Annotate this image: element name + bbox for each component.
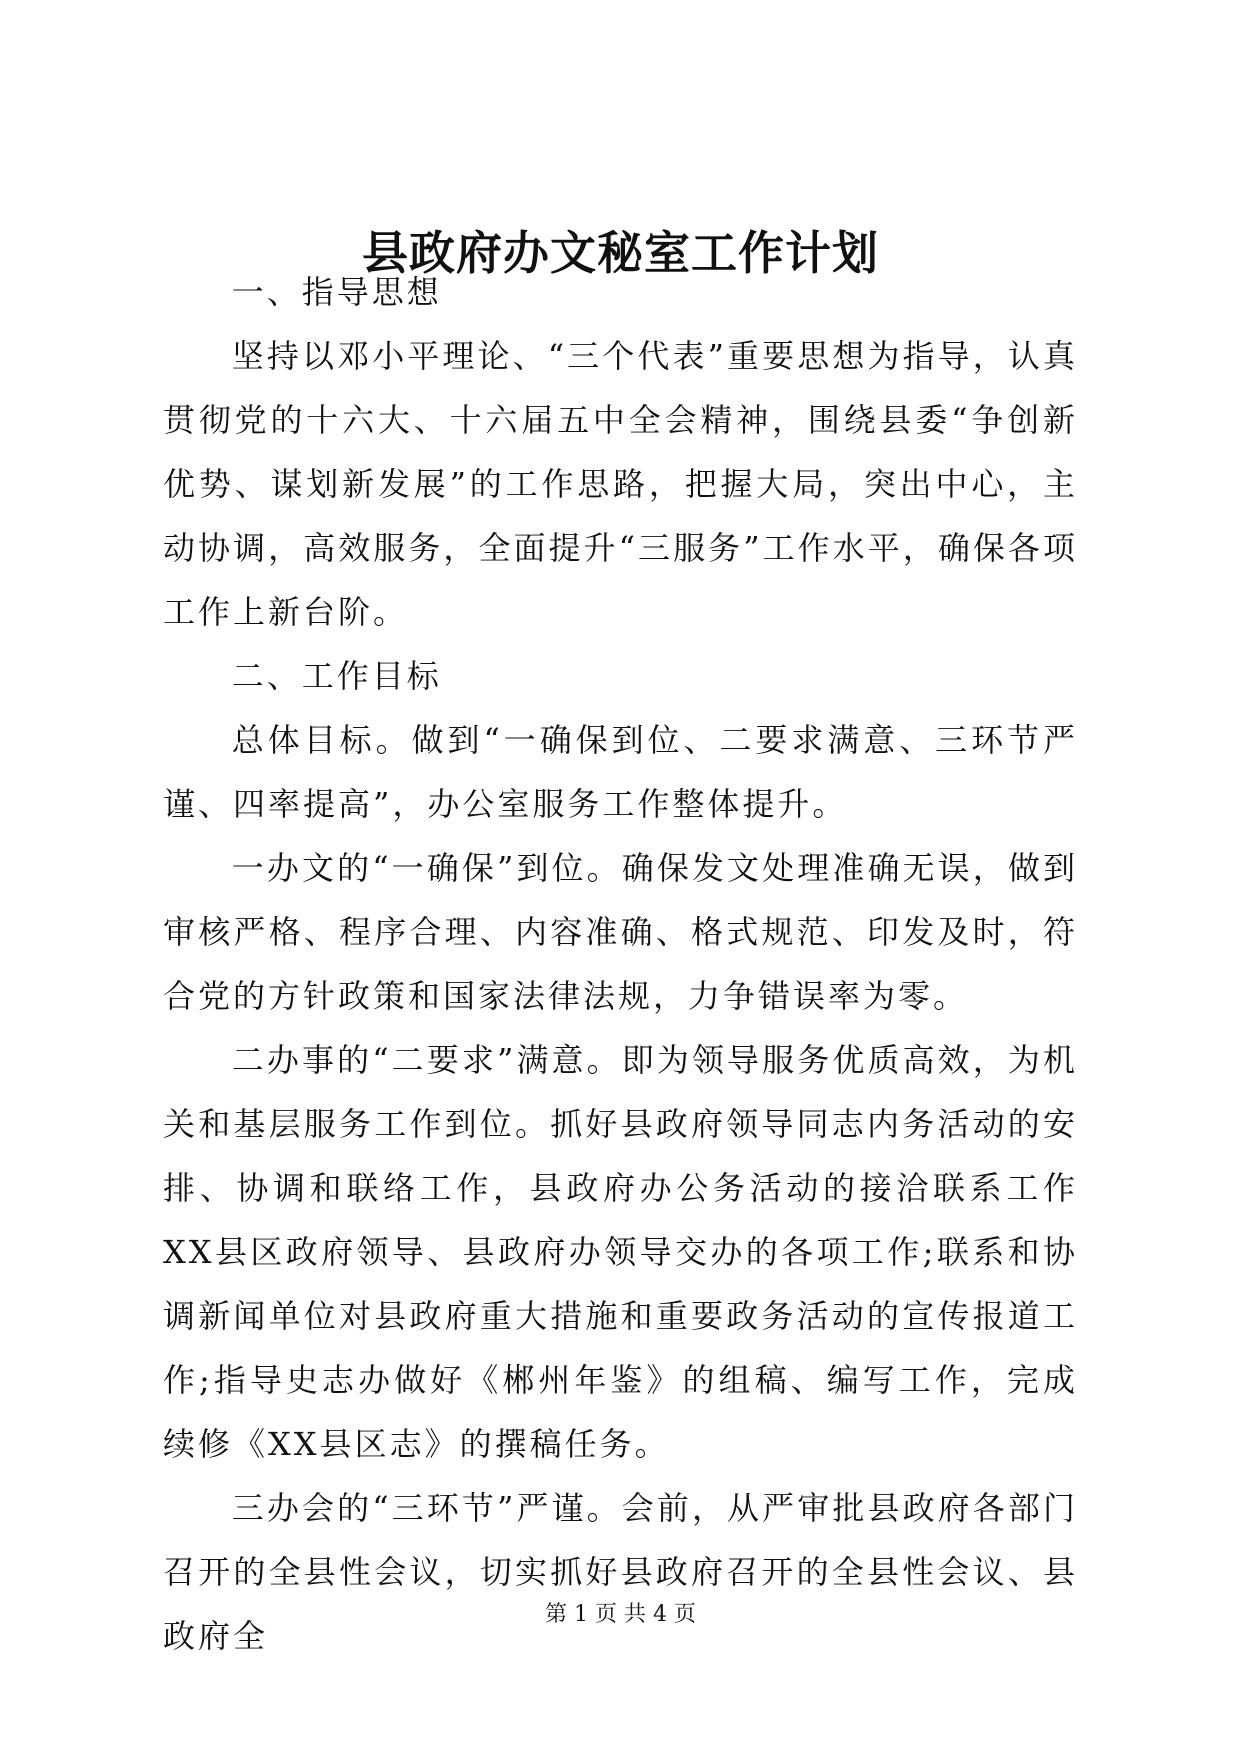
- section-heading-guiding-thought: 一、指导思想: [231, 273, 442, 311]
- paragraph-guiding-thought: 坚持以邓小平理论、“三个代表”重要思想为指导，认真贯彻党的十六大、十六届五中全会精神，围绕县委“争创新优势、谋划新发展”的工作思路，把握大局，突出中心，主动协调，高效服务，全面提升“三服务”工作水平，确保各项工作上新台阶。: [163, 337, 1078, 631]
- section-heading-work-goals: 二、工作目标: [231, 657, 442, 695]
- paragraph-meeting-handling: 三办会的“三环节”严谨。会前，从严审批县政府各部门召开的全县性会议，切实抓好县政府召开的全县性会议、县政府全: [163, 1489, 1078, 1655]
- document-title: 县政府办文秘室工作计划: [362, 226, 879, 280]
- paragraph-affairs-handling: 二办事的“二要求”满意。即为领导服务优质高效，为机关和基层服务工作到位。抓好县政府领导同志内务活动的安排、协调和联络工作，县政府办公务活动的接洽联系工作XX县区政府领导、县政府办领导交办的各项工作;联系和协调新闻单位对县政府重大措施和重要政务活动的宣传报道工作;指导史志办做好《郴州年鉴》的组稿、编写工作，完成续修《XX县区志》的撰稿任务。: [163, 1041, 1078, 1463]
- document-body: [163, 260, 1078, 1668]
- paragraph-overall-goal: 总体目标。做到“一确保到位、二要求满意、三环节严谨、四率提高”，办公室服务工作整体提升。: [163, 721, 1078, 823]
- page-number: 第 1 页 共 4 页: [545, 1602, 696, 1627]
- paragraph-document-handling: 一办文的“一确保”到位。确保发文处理准确无误，做到审核严格、程序合理、内容准确、格式规范、印发及时，符合党的方针政策和国家法律法规，力争错误率为零。: [163, 849, 1078, 1015]
